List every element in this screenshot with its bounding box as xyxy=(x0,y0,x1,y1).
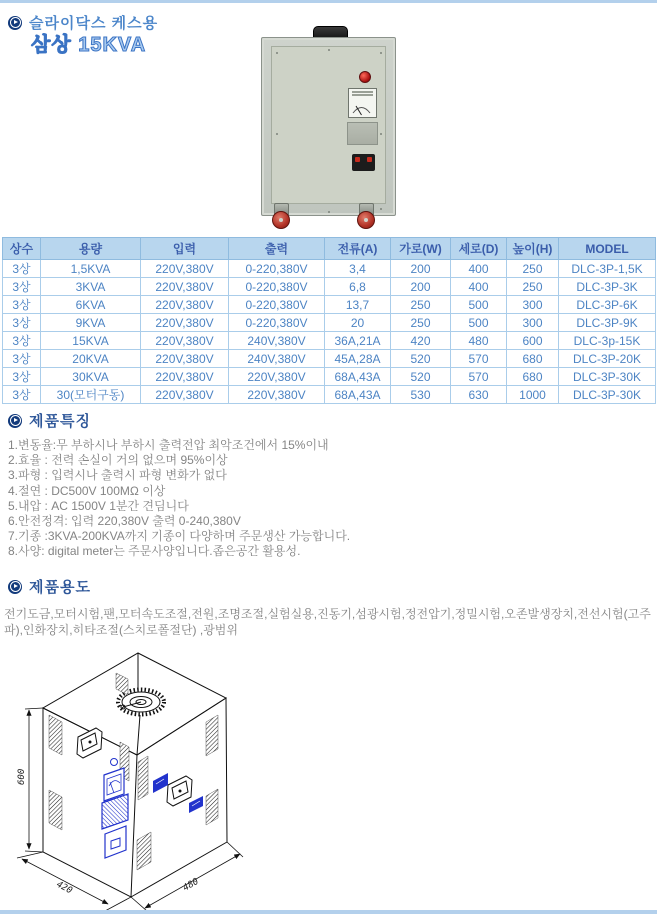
table-cell: 0-220,380V xyxy=(229,314,325,332)
table-cell: 220V,380V xyxy=(141,350,229,368)
table-cell: 1,5KVA xyxy=(41,260,141,278)
table-cell: 0-220,380V xyxy=(229,260,325,278)
feature-item: 7.기종 :3KVA-200KVA까지 기종이 다양하며 주문생산 가능합니다. xyxy=(8,529,351,544)
table-header-row xyxy=(3,238,656,260)
column-header: 입력 xyxy=(141,238,229,260)
table-row xyxy=(3,260,656,278)
table-cell: DLC-3P-6K xyxy=(559,296,656,314)
table-cell: 3상 xyxy=(3,260,41,278)
column-header: 출력 xyxy=(229,238,325,260)
table-body xyxy=(3,260,656,404)
table-cell: 3,4 xyxy=(325,260,391,278)
meter-label xyxy=(352,91,373,93)
table-cell: 520 xyxy=(391,350,451,368)
feature-item: 1.변동율:무 부하시나 부하시 출력전압 최악조건에서 15%이내 xyxy=(8,438,329,452)
column-header: 세로(D) xyxy=(451,238,507,260)
table-cell: 3KVA xyxy=(41,278,141,296)
caster-wheel-red xyxy=(272,211,290,229)
table-cell: 30(모터구동) xyxy=(41,386,141,404)
table-cell: 240V,380V xyxy=(229,350,325,368)
table-cell: 220V,380V xyxy=(141,332,229,350)
table-cell: 3상 xyxy=(3,350,41,368)
table-cell: 520 xyxy=(391,368,451,386)
dimension-depth-label: 480 xyxy=(181,876,201,894)
column-header: 용량 xyxy=(41,238,141,260)
table-cell: 500 xyxy=(451,314,507,332)
table-cell: 680 xyxy=(507,350,559,368)
table-row xyxy=(3,368,656,386)
column-header: 가로(W) xyxy=(391,238,451,260)
table-cell: 3상 xyxy=(3,314,41,332)
table-cell: 45A,28A xyxy=(325,350,391,368)
table-cell: 600 xyxy=(507,332,559,350)
table-cell: 220V,380V xyxy=(141,368,229,386)
table-cell: 300 xyxy=(507,314,559,332)
feature-item: 4.절연 : DC500V 100MΩ 이상 xyxy=(8,483,166,498)
table-cell: DLC-3P-30K xyxy=(559,386,656,404)
table-cell: 220V,380V xyxy=(229,368,325,386)
bullet-play-icon xyxy=(8,16,22,30)
features-title: 제품특징 xyxy=(29,413,91,430)
table-cell: 300 xyxy=(507,296,559,314)
panel-screws xyxy=(276,52,278,54)
feature-item: 6.안전정격: 입력 220,380V 출력 0-240,380V xyxy=(8,514,241,529)
table-cell: 530 xyxy=(391,386,451,404)
table-cell: DLC-3P-9K xyxy=(559,314,656,332)
table-cell: 20KVA xyxy=(41,350,141,368)
table-cell: 36A,21A xyxy=(325,332,391,350)
table-row xyxy=(3,350,656,368)
bullet-play-icon xyxy=(8,414,22,428)
feature-item: 5.내압 : AC 1500V 1분간 견딤니다 xyxy=(8,498,189,513)
table-cell: 220V,380V xyxy=(141,260,229,278)
table-cell: 3상 xyxy=(3,368,41,386)
table-cell: 220V,380V xyxy=(141,296,229,314)
spec-table xyxy=(2,237,656,404)
column-header: 높이(H) xyxy=(507,238,559,260)
table-cell: 3상 xyxy=(3,278,41,296)
table-cell: 200 xyxy=(391,260,451,278)
caster-wheel xyxy=(353,203,379,229)
meter-dial xyxy=(349,100,374,116)
cabinet-body xyxy=(261,37,396,216)
feature-list xyxy=(8,438,350,560)
column-header: 전류(A) xyxy=(325,238,391,260)
table-cell: 3상 xyxy=(3,386,41,404)
feature-item: 2.효율 : 전력 손실이 거의 없으며 95%이상 xyxy=(8,453,228,468)
table-cell: 30KVA xyxy=(41,368,141,386)
panel-items-blue xyxy=(102,759,203,859)
table-cell: 3상 xyxy=(3,332,41,350)
caster-wheel xyxy=(268,203,294,229)
bullet-play-icon xyxy=(8,580,22,594)
analog-meter xyxy=(348,88,377,118)
table-cell: 240V,380V xyxy=(229,332,325,350)
table-cell: 220V,380V xyxy=(141,314,229,332)
page-subtitle: 삼상 15KVA xyxy=(31,34,147,56)
dimension-width-label: 420 xyxy=(54,879,74,897)
table-cell: 13,7 xyxy=(325,296,391,314)
bottom-divider xyxy=(0,910,657,914)
page-title: 슬라이닥스 케스용 xyxy=(29,15,159,32)
table-cell: 9KVA xyxy=(41,314,141,332)
table-cell: DLC-3P-1,5K xyxy=(559,260,656,278)
table-cell: 220V,380V xyxy=(141,278,229,296)
feature-item: 3.파형 : 입력시나 출력시 파형 변화가 없다 xyxy=(8,468,227,483)
table-cell: 250 xyxy=(507,278,559,296)
table-cell: 250 xyxy=(507,260,559,278)
table-cell: 0-220,380V xyxy=(229,296,325,314)
table-cell: 500 xyxy=(451,296,507,314)
table-cell: 68A,43A xyxy=(325,386,391,404)
table-cell: 6KVA xyxy=(41,296,141,314)
table-cell: 200 xyxy=(391,278,451,296)
table-cell: 220V,380V xyxy=(229,386,325,404)
table-cell: 570 xyxy=(451,350,507,368)
table-cell: 630 xyxy=(451,386,507,404)
caster-wheel-red xyxy=(357,211,375,229)
table-cell: 400 xyxy=(451,278,507,296)
dimension-height-label: 600 xyxy=(17,768,27,785)
uses-title: 제품용도 xyxy=(29,579,91,596)
table-cell: 6,8 xyxy=(325,278,391,296)
name-plate xyxy=(347,122,378,145)
table-cell: 220V,380V xyxy=(141,386,229,404)
column-header: 상수 xyxy=(3,238,41,260)
table-cell: 680 xyxy=(507,368,559,386)
top-divider xyxy=(0,0,657,3)
side-handles xyxy=(77,728,192,806)
feature-item: 8.사양: digital meter는 주문사양입니다.좁은공간 활용성. xyxy=(8,544,301,559)
table-row xyxy=(3,386,656,404)
table-cell: DLC-3P-3K xyxy=(559,278,656,296)
table-cell: 570 xyxy=(451,368,507,386)
table-cell: 0-220,380V xyxy=(229,278,325,296)
table-cell: 20 xyxy=(325,314,391,332)
table-cell: 400 xyxy=(451,260,507,278)
table-row xyxy=(3,332,656,350)
features-header xyxy=(8,410,91,431)
table-cell: 3상 xyxy=(3,296,41,314)
table-row xyxy=(3,278,656,296)
product-photo xyxy=(261,26,396,229)
table-row xyxy=(3,296,656,314)
table-cell: 1000 xyxy=(507,386,559,404)
table-cell: DLC-3P-20K xyxy=(559,350,656,368)
table-cell: 68A,43A xyxy=(325,368,391,386)
terminal-block xyxy=(352,154,375,171)
pilot-lamp xyxy=(359,71,371,83)
table-cell: 250 xyxy=(391,314,451,332)
table-cell: 480 xyxy=(451,332,507,350)
column-header: MODEL xyxy=(559,238,656,260)
table-cell: DLC-3P-30K xyxy=(559,368,656,386)
uses-header xyxy=(8,576,91,597)
dimension-drawing xyxy=(10,645,300,911)
table-cell: 15KVA xyxy=(41,332,141,350)
table-cell: DLC-3p-15K xyxy=(559,332,656,350)
uses-text: 전기도금,모터시험,팬,모터속도조절,전원,조명조절,실험실용,진동기,섬광시험,정전압기,정밀시험,오존발생장치,전선시험(고주파),인화장치,히타조절(스치로폴절단) ,광범위 xyxy=(4,607,651,637)
table-cell: 420 xyxy=(391,332,451,350)
table-cell: 250 xyxy=(391,296,451,314)
table-row xyxy=(3,314,656,332)
